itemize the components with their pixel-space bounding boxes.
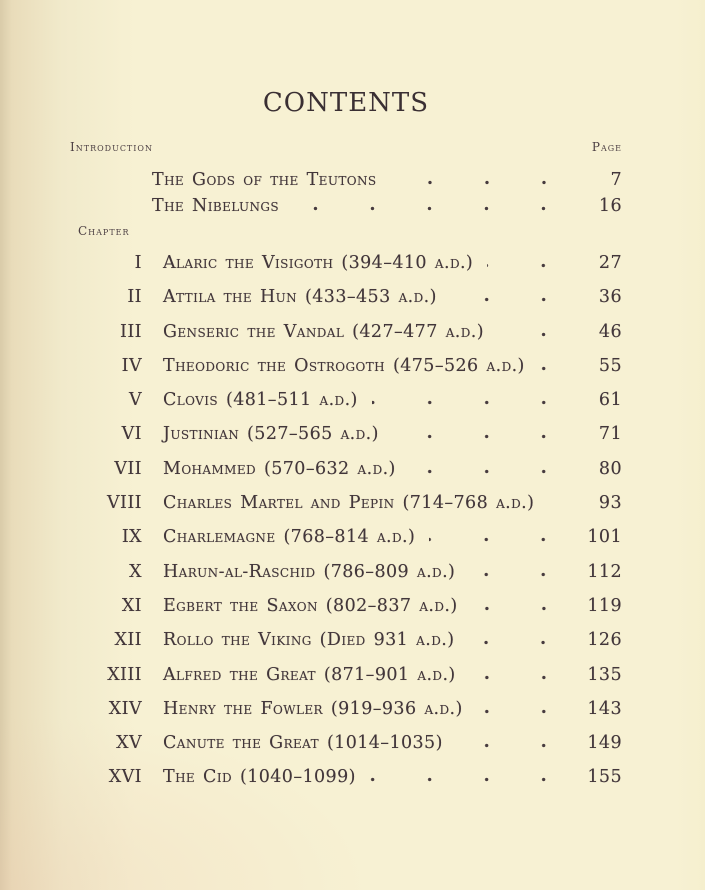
leader-dots — [293, 206, 576, 211]
entry-page-number: 61 — [598, 390, 622, 411]
leader-dots — [470, 675, 576, 680]
chapter-heading: Chapter — [78, 224, 130, 238]
chapter-numeral: X — [129, 561, 142, 582]
entry-page-number: 135 — [587, 664, 622, 685]
entry-title: The Gods of the Teutons — [152, 170, 377, 190]
chapter-numeral: XII — [114, 630, 142, 651]
leader-dots — [548, 503, 576, 508]
leader-dots — [393, 434, 576, 439]
leader-dots — [468, 640, 576, 645]
entry-page-number: 80 — [598, 458, 622, 479]
toc-entry — [70, 692, 622, 726]
entry-title: Canute the Great (1014–1035) — [163, 733, 443, 754]
entry-page-number: 46 — [598, 321, 622, 342]
entry-page-number: 27 — [598, 253, 622, 273]
page-column-header: Page — [591, 140, 622, 154]
leader-dots — [487, 263, 576, 268]
chapter-numeral: III — [120, 321, 142, 342]
chapter-numeral: XV — [116, 733, 142, 754]
toc-entry — [70, 520, 622, 554]
toc-entry — [70, 555, 622, 589]
entry-title: Charles Martel and Pepin (714–768 a.d.) — [163, 493, 535, 514]
chapter-numeral: VII — [114, 458, 142, 479]
toc-entry — [70, 417, 622, 451]
chapter-numeral: IX — [121, 527, 142, 548]
entry-page-number: 16 — [598, 196, 622, 216]
leader-dots — [457, 743, 576, 748]
toc-entry — [70, 452, 622, 486]
toc-entry — [70, 349, 622, 383]
leader-dots — [372, 400, 576, 405]
toc-entry — [152, 167, 622, 193]
entry-title: Harun-al-Raschid (786–809 a.d.) — [163, 561, 456, 582]
entry-title: Genseric the Vandal (427–477 a.d.) — [163, 321, 484, 342]
chapter-entries — [70, 246, 622, 795]
entry-title: Attila the Hun (433–453 a.d.) — [163, 287, 437, 308]
chapter-numeral: IV — [121, 355, 142, 376]
leader-dots — [469, 572, 576, 577]
chapter-numeral: VI — [121, 424, 142, 445]
entry-title: Charlemagne (768–814 a.d.) — [163, 527, 416, 548]
leader-dots — [429, 537, 576, 542]
leader-dots — [391, 180, 576, 185]
entry-page-number: 155 — [587, 767, 622, 788]
entry-title: The Nibelungs — [152, 196, 280, 216]
entry-page-number: 101 — [587, 527, 622, 548]
chapter-numeral: XIII — [107, 664, 142, 685]
toc-entry — [70, 589, 622, 623]
entry-title: Egbert the Saxon (802–837 a.d.) — [163, 595, 458, 616]
toc-entry — [70, 280, 622, 314]
toc-entry — [70, 246, 622, 280]
entry-title: Alfred the Great (871–901 a.d.) — [163, 664, 456, 685]
introduction-heading: Introduction — [70, 140, 153, 154]
toc-entry — [70, 726, 622, 760]
chapter-numeral: I — [134, 253, 142, 273]
entry-title: Clovis (481–511 a.d.) — [163, 390, 358, 411]
toc-entry — [70, 383, 622, 417]
toc-entry — [152, 193, 622, 219]
entry-page-number: 71 — [598, 424, 622, 445]
toc-entry — [70, 486, 622, 520]
chapter-numeral: II — [127, 287, 142, 308]
chapter-numeral: XI — [121, 595, 142, 616]
entry-page-number: 93 — [598, 493, 622, 514]
entry-page-number: 55 — [598, 355, 622, 376]
introduction-entries — [152, 167, 622, 219]
entry-page-number: 143 — [587, 698, 622, 719]
entry-title: Justinian (527–565 a.d.) — [163, 424, 379, 445]
leader-dots — [539, 366, 576, 371]
entry-title: Rollo the Viking (Died 931 a.d.) — [163, 630, 455, 651]
entry-title: Mohammed (570–632 a.d.) — [163, 458, 396, 479]
leader-dots — [410, 469, 576, 474]
entry-page-number: 126 — [587, 630, 622, 651]
chapter-numeral: XIV — [108, 698, 142, 719]
entry-page-number: 112 — [587, 561, 622, 582]
entry-page-number: 7 — [610, 170, 622, 190]
toc-entry — [70, 623, 622, 657]
chapter-numeral: V — [128, 390, 142, 411]
entry-title: Theodoric the Ostrogoth (475–526 a.d.) — [163, 355, 525, 376]
entry-page-number: 36 — [598, 287, 622, 308]
entry-title: Alaric the Visigoth (394–410 a.d.) — [163, 253, 474, 273]
chapter-numeral: VIII — [107, 493, 142, 514]
toc-entry — [70, 315, 622, 349]
chapter-numeral: XVI — [108, 767, 142, 788]
entry-page-number: 149 — [587, 733, 622, 754]
leader-dots — [472, 606, 576, 611]
entry-title: Henry the Fowler (919–936 a.d.) — [163, 698, 463, 719]
entry-title: The Cid (1040–1099) — [163, 767, 356, 788]
leader-dots — [498, 332, 576, 337]
leader-dots — [451, 297, 576, 302]
page-title: CONTENTS — [262, 88, 430, 118]
leader-dots — [477, 709, 576, 714]
column-headers — [70, 140, 622, 154]
leader-dots — [370, 777, 576, 782]
toc-entry — [70, 658, 622, 692]
toc-entry — [70, 760, 622, 794]
entry-page-number: 119 — [587, 595, 622, 616]
